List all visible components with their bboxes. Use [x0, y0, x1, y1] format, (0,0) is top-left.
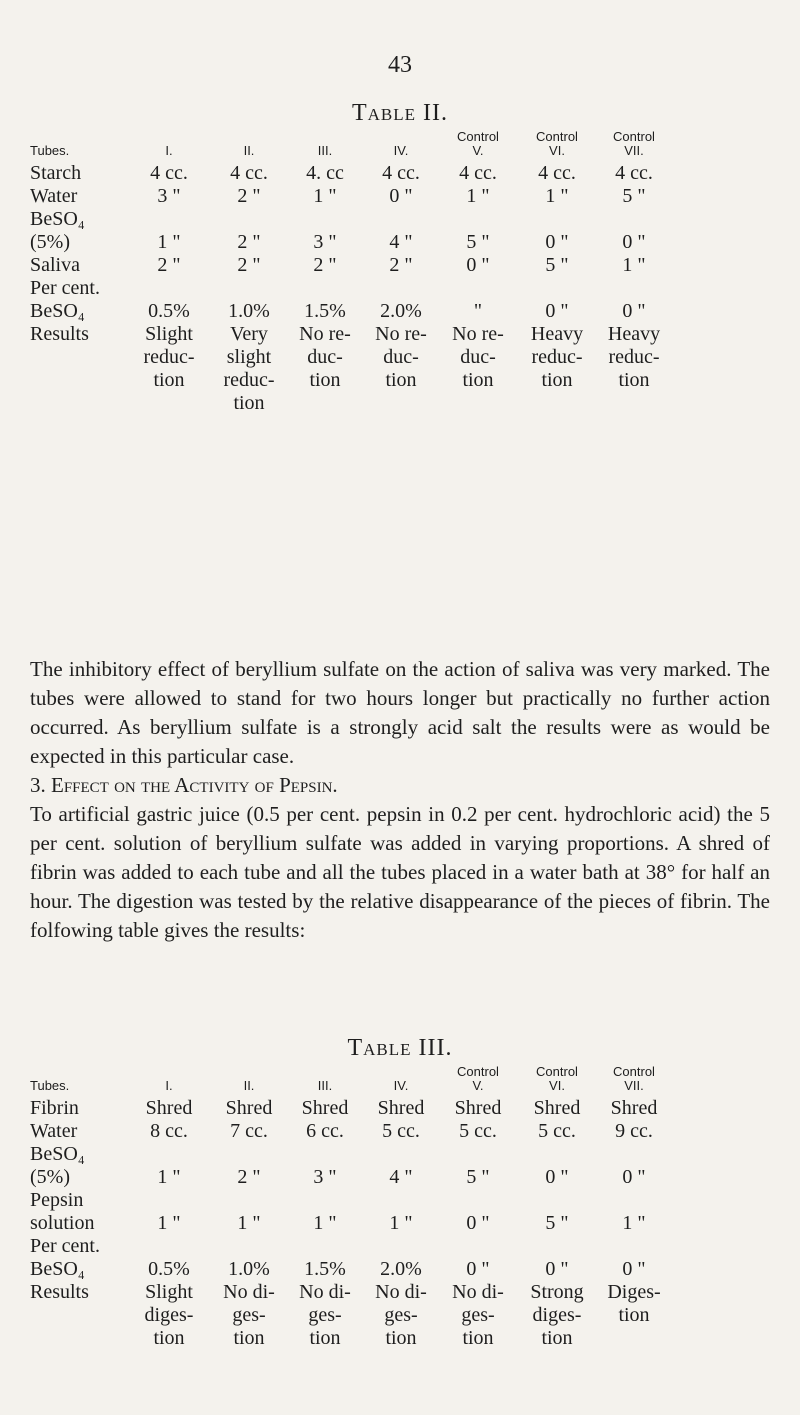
- table-3-caption: Table III.: [347, 1035, 453, 1061]
- table-cell: 5 ": [545, 1212, 569, 1234]
- table-row: [30, 1097, 670, 1120]
- table-row: [30, 185, 670, 208]
- table-cell: 9 cc.: [615, 1120, 653, 1142]
- table-cell: 4 ": [389, 231, 413, 253]
- table-cell: 4 cc.: [459, 162, 497, 184]
- table-cell: 6 cc.: [306, 1120, 344, 1142]
- table-row: [30, 1281, 670, 1350]
- table-cell: 1 ": [157, 231, 181, 253]
- table-cell: No di- ges- tion: [299, 1281, 351, 1349]
- row-label: Saliva: [30, 254, 80, 276]
- table-cell: 4 cc.: [538, 162, 576, 184]
- table-cell: 0 ": [466, 1258, 490, 1280]
- table-cell: 1.5%: [304, 300, 346, 322]
- table-cell: 1.0%: [228, 300, 270, 322]
- table-cell: No di- ges- tion: [223, 1281, 275, 1349]
- table-cell: Very slight reduc- tion: [223, 323, 275, 414]
- table-cell: 8 cc.: [150, 1120, 188, 1142]
- table-cell: 4 cc.: [150, 162, 188, 184]
- table-cell: 4 cc.: [615, 162, 653, 184]
- row-label: Water: [30, 1120, 78, 1142]
- table-cell: Shred: [454, 1097, 502, 1119]
- table-cell: 1 ": [466, 185, 490, 207]
- table-cell: 4. cc: [306, 162, 344, 184]
- row-label: Per cent. BeSO₄: [30, 1235, 100, 1280]
- table-cell: 0.5%: [148, 300, 190, 322]
- column-header: Control VI.: [536, 129, 578, 158]
- table-cell: 2.0%: [380, 1258, 422, 1280]
- table-cell: 0 ": [466, 254, 490, 276]
- section-number: 3.: [30, 773, 46, 797]
- table-3: [30, 1065, 670, 1350]
- body-text: [30, 655, 770, 945]
- table-cell: 1 ": [157, 1166, 181, 1188]
- row-label: BeSO₄ (5%): [30, 208, 85, 253]
- table-cell: 5 ": [466, 1166, 490, 1188]
- column-header: IV.: [393, 143, 409, 158]
- table-cell: Strong diges- tion: [530, 1281, 584, 1349]
- column-header: Control VI.: [536, 1064, 578, 1093]
- column-header: II.: [243, 1078, 255, 1093]
- table-row: [30, 208, 670, 254]
- table-cell: 3 ": [313, 231, 337, 253]
- table-row: [30, 1143, 670, 1189]
- table-cell: No re- duc- tion: [452, 323, 504, 391]
- table-cell: 3 ": [157, 185, 181, 207]
- paragraph-2: To artificial gastric juice (0.5 per cent. pepsin in 0.2 per cent. hydrochloric acid) the 5 per cent. solution of beryllium sulfate was added in varying proportions. A shred of fibrin was added to each tube and all the tubes placed in a water bath at 38° for half an hour. The digestion was tested by the relative disappearance of the pieces of fibrin. The folfowing table gives the results:: [30, 802, 770, 942]
- column-header: Control V.: [457, 129, 499, 158]
- paragraph-1: The inhibitory effect of beryllium sulfate on the action of saliva was very marked. The tubes were allowed to stand for two hours longer but practically no further action occurred. As beryllium sulfate is a strongly acid salt the results were as would be expected in this particular case.: [30, 657, 770, 768]
- table-cell: 0 ": [389, 185, 413, 207]
- table-row: [30, 1235, 670, 1281]
- table-cell: 2 ": [237, 185, 261, 207]
- table-cell: 1 ": [545, 185, 569, 207]
- table-row: [30, 277, 670, 323]
- section-heading: [30, 771, 770, 800]
- table-cell: 4 cc.: [230, 162, 268, 184]
- table-cell: Slight reduc- tion: [143, 323, 195, 391]
- table-cell: ": [473, 300, 483, 322]
- table-row: [30, 162, 670, 185]
- table-cell: Shred: [145, 1097, 193, 1119]
- table-cell: 2.0%: [380, 300, 422, 322]
- table-cell: 0 ": [545, 1166, 569, 1188]
- table-cell: 2 ": [237, 254, 261, 276]
- column-header: Control VII.: [613, 1064, 655, 1093]
- row-label: Per cent. BeSO₄: [30, 277, 100, 322]
- page-number: 43: [388, 52, 412, 78]
- table-row: [30, 323, 670, 415]
- table-row: [30, 254, 670, 277]
- table-cell: 1 ": [622, 254, 646, 276]
- table-cell: 2 ": [237, 231, 261, 253]
- table-cell: 1 ": [157, 1212, 181, 1234]
- row-label: Starch: [30, 162, 82, 184]
- table-cell: 5 ": [545, 254, 569, 276]
- header-row: [30, 130, 670, 162]
- table-cell: 0 ": [622, 1258, 646, 1280]
- table-cell: 4 cc.: [382, 162, 420, 184]
- table-cell: No di- ges- tion: [375, 1281, 427, 1349]
- table-cell: Shred: [610, 1097, 658, 1119]
- table-cell: 0 ": [545, 1258, 569, 1280]
- table-cell: 5 cc.: [538, 1120, 576, 1142]
- column-header: III.: [317, 1078, 333, 1093]
- column-header: I.: [165, 143, 173, 158]
- table-cell: 5 cc.: [459, 1120, 497, 1142]
- table-cell: Shred: [225, 1097, 273, 1119]
- table-cell: Diges- tion: [607, 1281, 661, 1326]
- column-header: Tubes.: [30, 1078, 70, 1093]
- table-cell: Shred: [377, 1097, 425, 1119]
- header-row: [30, 1065, 670, 1097]
- table-cell: 0 ": [545, 300, 569, 322]
- table-cell: Shred: [533, 1097, 581, 1119]
- table-cell: 1 ": [237, 1212, 261, 1234]
- table-cell: 0 ": [622, 300, 646, 322]
- table-2: [30, 130, 670, 415]
- table-cell: Heavy reduc- tion: [530, 323, 584, 391]
- table-cell: 5 ": [466, 231, 490, 253]
- table-cell: 1 ": [313, 185, 337, 207]
- column-header: I.: [165, 1078, 173, 1093]
- table-cell: No re- duc- tion: [375, 323, 427, 391]
- table-cell: 7 cc.: [230, 1120, 268, 1142]
- row-label: Pepsin solution: [30, 1189, 95, 1234]
- table-cell: Heavy reduc- tion: [607, 323, 661, 391]
- table-row: [30, 1189, 670, 1235]
- row-label: Fibrin: [30, 1097, 79, 1119]
- table-cell: No re- duc- tion: [299, 323, 351, 391]
- table-cell: 0 ": [622, 231, 646, 253]
- table-cell: 1.0%: [228, 1258, 270, 1280]
- column-header: IV.: [393, 1078, 409, 1093]
- table-cell: 1.5%: [304, 1258, 346, 1280]
- row-label: Results: [30, 1281, 89, 1303]
- table-cell: 5 cc.: [382, 1120, 420, 1142]
- table-cell: 0 ": [466, 1212, 490, 1234]
- section-title: Effect on the Activity of Pepsin.: [51, 773, 338, 797]
- table-cell: 0.5%: [148, 1258, 190, 1280]
- table-cell: 0 ": [622, 1166, 646, 1188]
- table-cell: 1 ": [622, 1212, 646, 1234]
- table-2-caption: Table II.: [351, 100, 449, 126]
- table-cell: Slight diges- tion: [144, 1281, 194, 1349]
- column-header: II.: [243, 143, 255, 158]
- table-cell: 3 ": [313, 1166, 337, 1188]
- table-cell: 5 ": [622, 185, 646, 207]
- column-header: Control VII.: [613, 129, 655, 158]
- table-cell: 1 ": [389, 1212, 413, 1234]
- table-cell: 4 ": [389, 1166, 413, 1188]
- table-cell: Shred: [301, 1097, 349, 1119]
- column-header: Control V.: [457, 1064, 499, 1093]
- row-label: Water: [30, 185, 78, 207]
- table-cell: 2 ": [237, 1166, 261, 1188]
- column-header: Tubes.: [30, 143, 70, 158]
- table-cell: No di- ges- tion: [452, 1281, 504, 1349]
- table-row: [30, 1120, 670, 1143]
- table-cell: 2 ": [157, 254, 181, 276]
- column-header: III.: [317, 143, 333, 158]
- row-label: Results: [30, 323, 89, 345]
- table-cell: 2 ": [313, 254, 337, 276]
- row-label: BeSO₄ (5%): [30, 1143, 85, 1188]
- table-cell: 2 ": [389, 254, 413, 276]
- table-cell: 1 ": [313, 1212, 337, 1234]
- table-cell: 0 ": [545, 231, 569, 253]
